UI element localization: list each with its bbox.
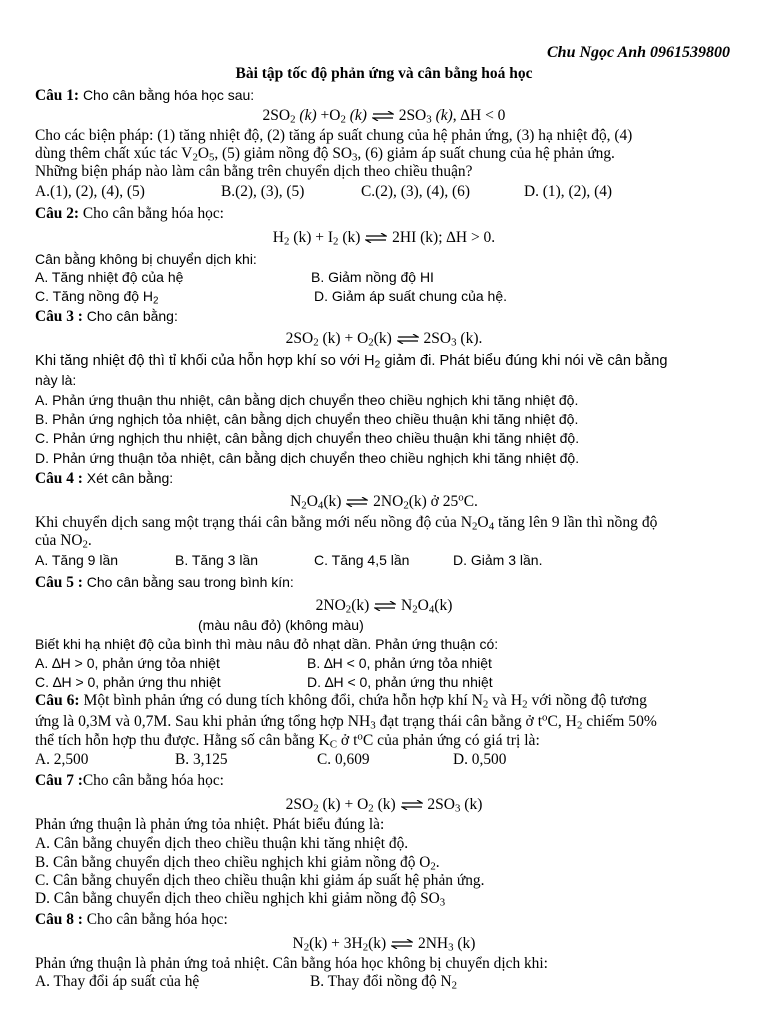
q4-option-a[interactable]: A. Tăng 9 lần bbox=[35, 552, 119, 568]
q5-option-b[interactable]: B. ∆H < 0, phản ứng tỏa nhiệt bbox=[307, 655, 492, 671]
q8-label: Câu 8 : bbox=[35, 911, 83, 928]
q6-text-line-3: thể tích hỗn hợp thu được. Hằng số cân bằng $K_C$ ở $t^oC$ của phản ứng có giá trị là: bbox=[35, 730, 540, 751]
q5-option-a[interactable]: A. ∆H > 0, phản ứng tỏa nhiệt bbox=[35, 655, 220, 671]
q7-equation: $2SO_2$ $(k) + O_2$ (k) $2SO_3$ (k) bbox=[285, 796, 483, 815]
q1-equation: $2SO_2$ $(k) +O_2$ (k) $2SO_3$ (k), ∆H < 0 bbox=[262, 107, 506, 126]
q3-option-d[interactable]: D. Phản ứng thuận tỏa nhiệt, cân bằng dịch chuyển theo chiều nghịch khi tăng nhiệt độ. bbox=[35, 450, 580, 466]
q6-label: Câu 6: bbox=[35, 692, 80, 709]
q7-option-c[interactable]: C. Cân bằng chuyển dịch theo chiều thuận khi giảm áp suất hệ phản ứng. bbox=[35, 872, 485, 889]
q5-option-c[interactable]: C. ∆H > 0, phản ứng thu nhiệt bbox=[35, 674, 221, 690]
q3-option-c[interactable]: C. Phản ứng nghịch thu nhiệt, cân bằng dịch chuyển theo chiều thuận khi tăng nhiệt độ. bbox=[35, 430, 580, 446]
q6-text-line-2: ứng là 0,3M và 0,7M. Sau khi phản ứng tổng hợp $NH_3$ đạt trạng thái cân bằng ở $t^oC$, $H_2$ chiếm 50% bbox=[35, 711, 657, 732]
equilibrium-arrow-icon bbox=[365, 233, 387, 243]
equilibrium-arrow-icon bbox=[374, 601, 396, 611]
q2-stem-line bbox=[35, 205, 224, 223]
q3-stem-line bbox=[35, 307, 178, 326]
q2-option-d[interactable]: D. Giảm áp suất chung của hệ. bbox=[314, 288, 507, 304]
q1-text-line-3: Những biện pháp nào làm cân bằng trên chuyển dịch theo chiều thuận? bbox=[35, 163, 473, 180]
q8-text-line-1: Phản ứng thuận là phản ứng toả nhiệt. Cân bằng hóa học không bị chuyển dịch khi: bbox=[35, 955, 548, 972]
q1-label: Câu 1: bbox=[35, 87, 80, 104]
equilibrium-arrow-icon bbox=[397, 334, 419, 344]
q1-text-line-1: Cho các biện pháp: (1) tăng nhiệt độ, (2) tăng áp suất chung của hệ phản ứng, (3) hạ nhiệt độ, (4) bbox=[35, 127, 633, 144]
q4-text-line-2: của $NO_2$. bbox=[35, 532, 92, 551]
q4-equation: $N_2O_4(k)$ $2NO_2(k)$ ở 25$^o$C. bbox=[290, 491, 478, 512]
equilibrium-arrow-icon bbox=[391, 939, 413, 949]
q4-label: Câu 4 : bbox=[35, 470, 83, 487]
q2-option-a[interactable]: A. Tăng nhiệt độ của hệ bbox=[35, 269, 184, 285]
q4-option-d[interactable]: D. Giảm 3 lần. bbox=[453, 552, 543, 568]
q5-option-d[interactable]: D. ∆H < 0, phản ứng thu nhiệt bbox=[307, 674, 493, 690]
q4-option-c[interactable]: C. Tăng 4,5 lần bbox=[314, 552, 410, 568]
q1-option-a[interactable]: A.(1), (2), (4), (5) bbox=[35, 183, 145, 200]
q3-option-b[interactable]: B. Phản ứng nghịch tỏa nhiệt, cân bằng dịch chuyển theo chiều thuận khi tăng nhiệt độ. bbox=[35, 411, 579, 427]
q7-option-a[interactable]: A. Cân bằng chuyển dịch theo chiều thuận khi tăng nhiệt độ. bbox=[35, 835, 409, 852]
q3-stem: Cho cân bằng: bbox=[86, 308, 178, 324]
q4-option-b[interactable]: B. Tăng 3 lần bbox=[175, 552, 259, 568]
q3-text-line-1: Khi tăng nhiệt độ thì tỉ khối của hỗn hợp khí so với $H_2$ giảm đi. Phát biểu đúng khi nói về cân bằng bbox=[35, 353, 668, 371]
q3-option-a[interactable]: A. Phản ứng thuận thu nhiệt, cân bằng dịch chuyển theo chiều nghịch khi tăng nhiệt độ. bbox=[35, 392, 579, 408]
q7-option-b[interactable]: B. Cân bằng chuyển dịch theo chiều nghịch khi giảm nồng độ $O_2$. bbox=[35, 854, 440, 873]
equilibrium-arrow-icon bbox=[401, 800, 423, 810]
equilibrium-arrow-icon bbox=[346, 497, 368, 507]
q2-text-line-1: Cân bằng không bị chuyển dịch khi: bbox=[35, 251, 257, 267]
q1-text-line-2: dùng thêm chất xúc tác $V_2O_5$, (5) giảm nồng độ $SO_3$, (6) giảm áp suất chung của hệ phản ứng. bbox=[35, 145, 615, 164]
q3-equation: $2SO_2$ $(k) + O_2(k)$ $2SO_3$ (k). bbox=[285, 330, 483, 349]
q1-stem-line bbox=[35, 86, 254, 105]
q7-stem-line bbox=[35, 772, 224, 790]
q5-stem: Cho cân bằng sau trong bình kín: bbox=[86, 574, 294, 590]
q6-option-a[interactable]: A. 2,500 bbox=[35, 751, 89, 768]
author-line: Chu Ngọc Anh 0961539800 bbox=[547, 44, 730, 61]
q1-option-b[interactable]: B.(2), (3), (5) bbox=[221, 183, 305, 200]
q7-label: Câu 7 : bbox=[35, 772, 83, 789]
q1-stem: Cho cân bằng hóa học sau: bbox=[82, 87, 255, 103]
q6-text-line-1: Câu 6: Một bình phản ứng có dung tích không đổi, chứa hỗn hợp khí $N_2$ và $H_2$ với nồng độ tương bbox=[35, 692, 647, 711]
q2-label: Câu 2: bbox=[35, 205, 80, 222]
q2-equation: $H_2$ $(k) + I_2$ (k) 2HI (k); ∆H > 0. bbox=[272, 229, 496, 248]
q2-option-b[interactable]: B. Giảm nồng độ HI bbox=[311, 269, 434, 285]
q3-text-line-2: này là: bbox=[35, 372, 77, 388]
q2-stem: Cho cân bằng hóa học: bbox=[82, 205, 224, 222]
q6-option-c[interactable]: C. 0,609 bbox=[317, 751, 370, 768]
q8-option-a[interactable]: A. Thay đổi áp suất của hệ bbox=[35, 973, 200, 990]
q1-option-c[interactable]: C.(2), (3), (4), (6) bbox=[361, 183, 470, 200]
q4-stem-line bbox=[35, 469, 173, 488]
q5-text-line-1: Biết khi hạ nhiệt độ của bình thì màu nâu đỏ nhạt dần. Phản ứng thuận có: bbox=[35, 636, 499, 652]
q3-label: Câu 3 : bbox=[35, 308, 83, 325]
q4-stem: Xét cân bằng: bbox=[86, 470, 174, 486]
q5-label: Câu 5 : bbox=[35, 574, 83, 591]
q4-text-line-1: Khi chuyển dịch sang một trạng thái cân bằng mới nếu nồng độ của $N_2O_4$ tăng lên 9 lần thì nồng độ bbox=[35, 514, 658, 533]
q8-stem: Cho cân bằng hóa học: bbox=[82, 911, 228, 928]
q7-text-line-1: Phản ứng thuận là phản ứng tỏa nhiệt. Phát biểu đúng là: bbox=[35, 816, 385, 833]
q8-option-b[interactable]: B. Thay đổi nồng độ $N_2$ bbox=[310, 973, 458, 992]
q8-stem-line bbox=[35, 911, 228, 929]
q6-option-b[interactable]: B. 3,125 bbox=[175, 751, 228, 768]
document-title: Bài tập tốc độ phản ứng và cân bằng hoá học bbox=[235, 65, 533, 82]
equilibrium-arrow-icon bbox=[372, 111, 394, 121]
q5-equation: $2NO_2(k)$ $N_2O_4(k)$ bbox=[315, 597, 453, 616]
q5-color-labels: (màu nâu đỏ) (không màu) bbox=[198, 617, 364, 633]
q5-stem-line bbox=[35, 573, 294, 592]
q8-equation: $N_2(k) + 3H_2(k)$ $2NH_3$ (k) bbox=[292, 935, 476, 954]
q1-option-d[interactable]: D. (1), (2), (4) bbox=[524, 183, 613, 200]
q7-option-d[interactable]: D. Cân bằng chuyển dịch theo chiều nghịch khi giảm nồng độ $SO_3$ bbox=[35, 890, 446, 909]
q2-option-c[interactable]: C. Tăng nồng độ $H_2$ bbox=[35, 288, 159, 307]
q7-stem: Cho cân bằng hóa học: bbox=[82, 772, 224, 789]
q6-option-d[interactable]: D. 0,500 bbox=[453, 751, 507, 768]
